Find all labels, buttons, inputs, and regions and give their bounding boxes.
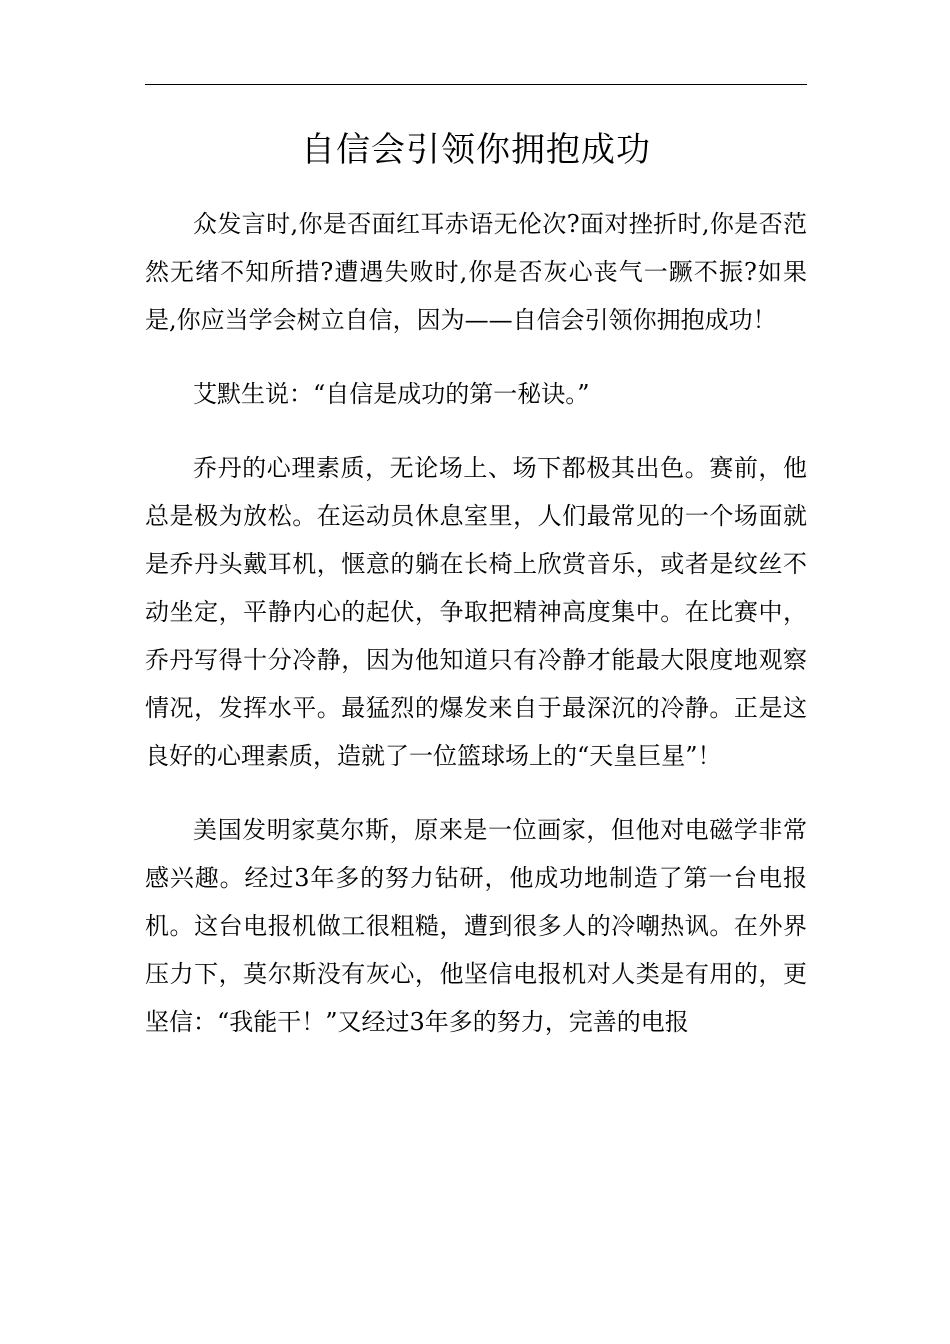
document-title: 自信会引领你拥抱成功 xyxy=(301,130,651,170)
paragraph-jordan: 乔丹的心理素质，无论场上、场下都极其出色。赛前，他总是极为放松。在运动员休息室里，人们最常见的一个场面就是乔丹头戴耳机，惬意的躺在长椅上欣赏音乐，或者是纹丝不动坐定，平静内心的起伏，争取把精神高度集中。在比赛中，乔丹写得十分冷静，因为他知道只有冷静才能最大限度地观察情况，发挥水平。最猛烈的爆发来自于最深沉的冷静。正是这良好的心理素质，造就了一位篮球场上的“天皇巨星”！ xyxy=(145,454,807,770)
header-rule xyxy=(145,84,807,85)
paragraph-morse: 美国发明家莫尔斯，原来是一位画家，但他对电磁学非常感兴趣。经过3年多的努力钻研，他成功地制造了第一台电报机。这台电报机做工很粗糙，遭到很多人的冷嘲热讽。在外界压力下，莫尔斯没有灰心，他坚信电报机对人类是有用的，更坚信：“我能干！”又经过3年多的努力，完善的电报 xyxy=(145,816,807,1036)
paragraph-quote: 艾默生说：“自信是成功的第一秘诀。” xyxy=(193,380,590,408)
paragraph-intro: 众发言时,你是否面红耳赤语无伦次?面对挫折时,你是否范然无绪不知所措?遭遇失败时,你是否灰心丧气一蹶不振?如果是,你应当学会树立自信，因为——自信会引领你拥抱成功！ xyxy=(145,210,807,334)
document-body xyxy=(145,200,807,1072)
